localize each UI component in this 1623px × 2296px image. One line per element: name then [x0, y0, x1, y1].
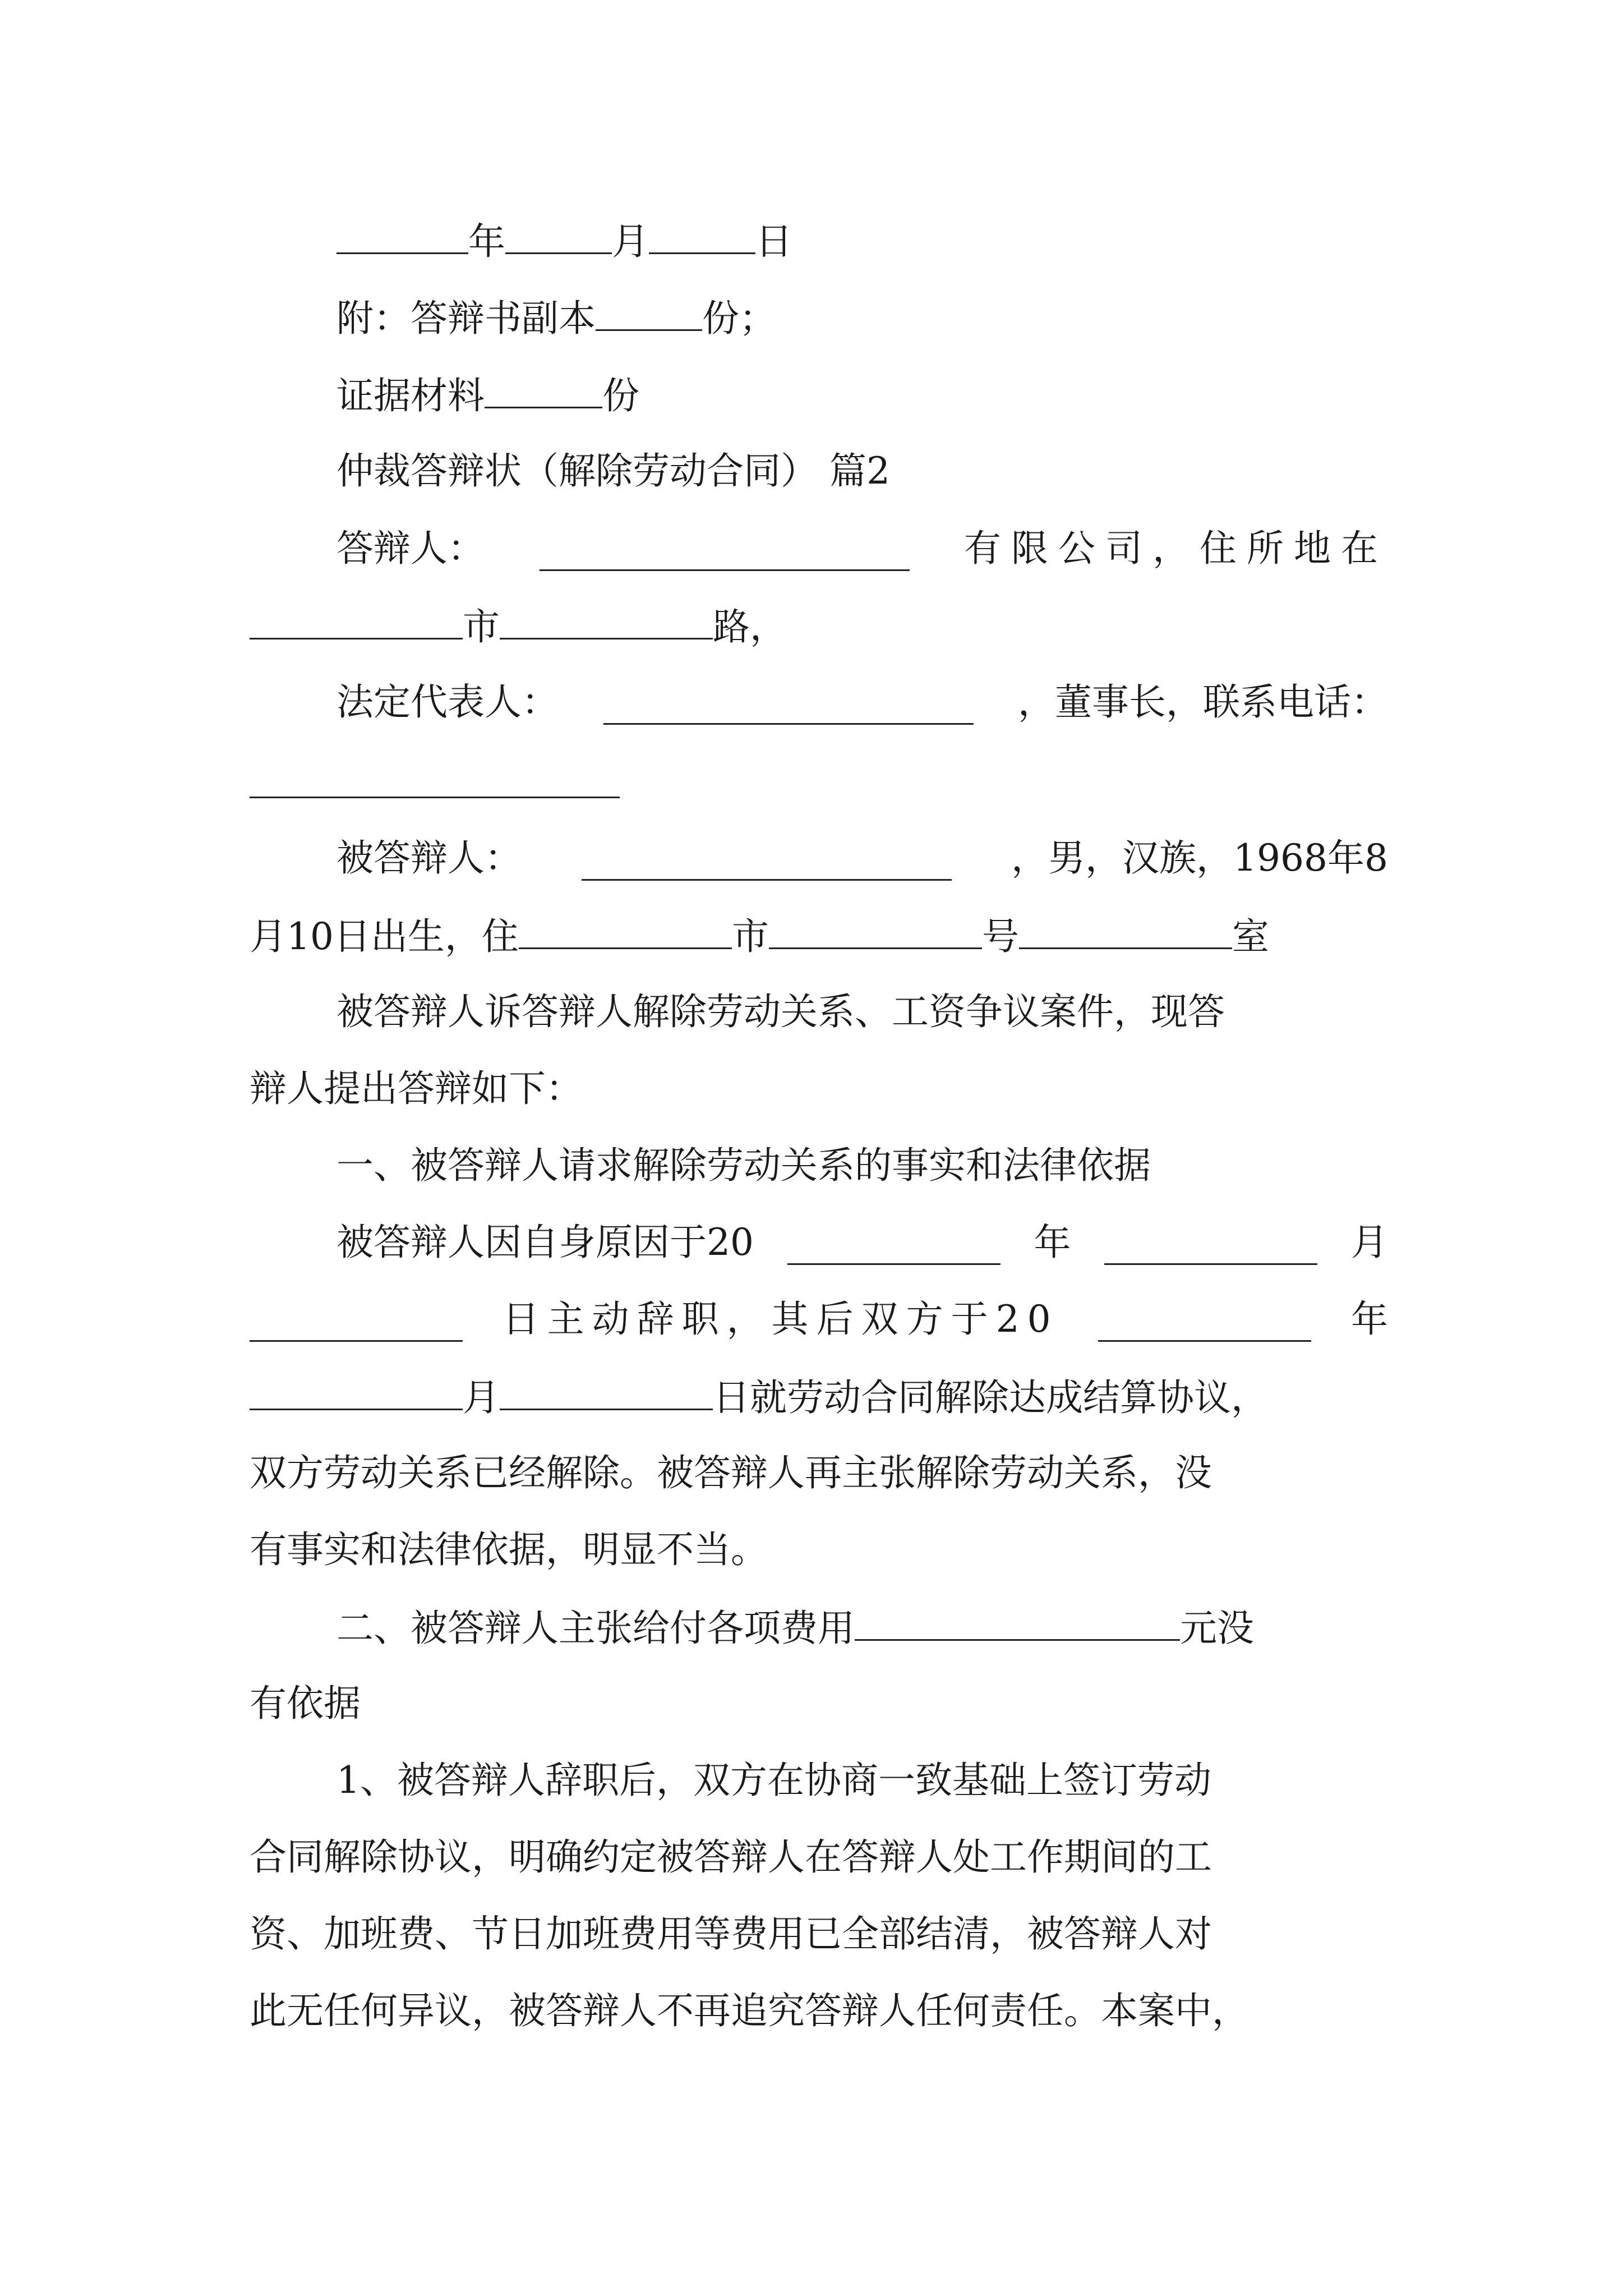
respondent-address-line — [250, 603, 1388, 648]
year-label: 年 — [468, 220, 505, 263]
point1-l3b: 日就劳动合同解除达成结算协议， — [713, 1376, 1268, 1419]
respondent-road-blank[interactable] — [500, 603, 713, 639]
point2-heading — [336, 1604, 1388, 1649]
legal-rep-blank[interactable] — [603, 688, 974, 725]
point2-1-line-3: 资、加班费、节日加班费用等费用已全部结清，被答辩人对 — [250, 1912, 1212, 1955]
respondent-line — [336, 526, 1388, 571]
date-line — [336, 218, 1388, 263]
legal-rep-label: 法定代表人： — [336, 680, 559, 724]
point1-l1c: 月 — [1350, 1221, 1388, 1264]
legal-rep-title: ，董事长，联系电话： — [1018, 680, 1388, 724]
claimant-number-blank[interactable] — [769, 913, 982, 949]
claimant-label: 被答辩人： — [336, 836, 522, 880]
claimant-info: ，男，汉族，1968年8 — [1011, 836, 1388, 880]
evidence-line — [336, 372, 1388, 417]
claimant-address-line — [250, 913, 1388, 958]
attachment-prefix: 附：答辩书副本 — [336, 297, 596, 340]
phone-blank[interactable] — [250, 797, 620, 798]
legal-rep-line — [336, 680, 1388, 725]
point1-l3a: 月 — [463, 1376, 500, 1419]
year-blank[interactable] — [336, 218, 468, 254]
claimant-city-blank[interactable] — [519, 913, 732, 949]
point2-1-line-4: 此无任何异议，被答辩人不再追究答辩人任何责任。本案中， — [250, 1989, 1249, 2032]
copies-blank[interactable] — [596, 295, 702, 331]
point1-line-4: 双方劳动关系已经解除。被答辩人再主张解除劳动关系，没 — [250, 1451, 1212, 1494]
evidence-blank[interactable] — [485, 372, 602, 408]
resign-year-blank[interactable] — [787, 1228, 1000, 1265]
point1-l1b: 年 — [1034, 1221, 1071, 1264]
agreement-month-blank[interactable] — [250, 1374, 463, 1410]
month-label: 月 — [612, 220, 649, 263]
point1-l2b: 年 — [1351, 1297, 1388, 1341]
respondent-label: 答辩人： — [336, 527, 485, 570]
attachment-suffix: 份； — [702, 297, 776, 340]
point1-line-3 — [250, 1374, 1388, 1419]
point1-line-5: 有事实和法律依据，明显不当。 — [250, 1528, 768, 1571]
attachment-line — [336, 295, 1388, 339]
respondent-city-label: 市 — [463, 605, 500, 648]
point1-line-2 — [250, 1297, 1388, 1342]
claimant-name-blank[interactable] — [582, 844, 952, 881]
company-blank[interactable] — [540, 535, 910, 571]
claimant-room-blank[interactable] — [1019, 913, 1232, 949]
point2-1-line-1: 1、被答辩人辞职后，双方在协商一致基础上签订劳动 — [336, 1759, 1211, 1802]
claimant-line — [336, 836, 1388, 881]
point2-heading-a: 二、被答辩人主张给付各项费用 — [336, 1607, 855, 1650]
point1-l1a: 被答辩人因自身原因于20 — [336, 1221, 754, 1264]
point2-heading-b: 元没 — [1180, 1607, 1254, 1650]
claimant-room-label: 室 — [1232, 915, 1269, 958]
agreement-day-blank[interactable] — [500, 1374, 713, 1410]
agreement-year-blank[interactable] — [1098, 1305, 1311, 1342]
respondent-city-blank[interactable] — [250, 603, 463, 639]
point1-heading: 一、被答辩人请求解除劳动关系的事实和法律依据 — [336, 1144, 1151, 1187]
claimant-city-label: 市 — [731, 915, 769, 958]
point2-heading-line-2: 有依据 — [250, 1682, 361, 1725]
evidence-prefix: 证据材料 — [336, 374, 485, 417]
point2-1-line-2: 合同解除协议，明确约定被答辩人在答辩人处工作期间的工 — [250, 1835, 1212, 1879]
respondent-company-suffix: 有限公司，住所地在 — [964, 527, 1388, 570]
claimant-number-label: 号 — [981, 915, 1019, 958]
month-blank[interactable] — [505, 218, 612, 254]
section-title: 仲裁答辩状（解除劳动合同） 篇2 — [336, 449, 890, 493]
evidence-suffix: 份 — [602, 374, 639, 417]
point1-line-1 — [336, 1220, 1388, 1265]
fees-amount-blank[interactable] — [855, 1604, 1180, 1641]
intro-line-2: 辩人提出答辩如下： — [250, 1067, 583, 1110]
intro-line-1: 被答辩人诉答辩人解除劳动关系、工资争议案件，现答 — [336, 990, 1225, 1033]
resign-day-blank[interactable] — [250, 1305, 463, 1342]
resign-month-blank[interactable] — [1104, 1228, 1317, 1265]
day-blank[interactable] — [649, 218, 755, 254]
claimant-birth: 月10日出生，住 — [250, 915, 519, 958]
day-label: 日 — [755, 220, 792, 263]
point1-l2a: 日主动辞职，其后双方于20 — [502, 1297, 1059, 1341]
respondent-road-label: 路， — [713, 605, 787, 648]
